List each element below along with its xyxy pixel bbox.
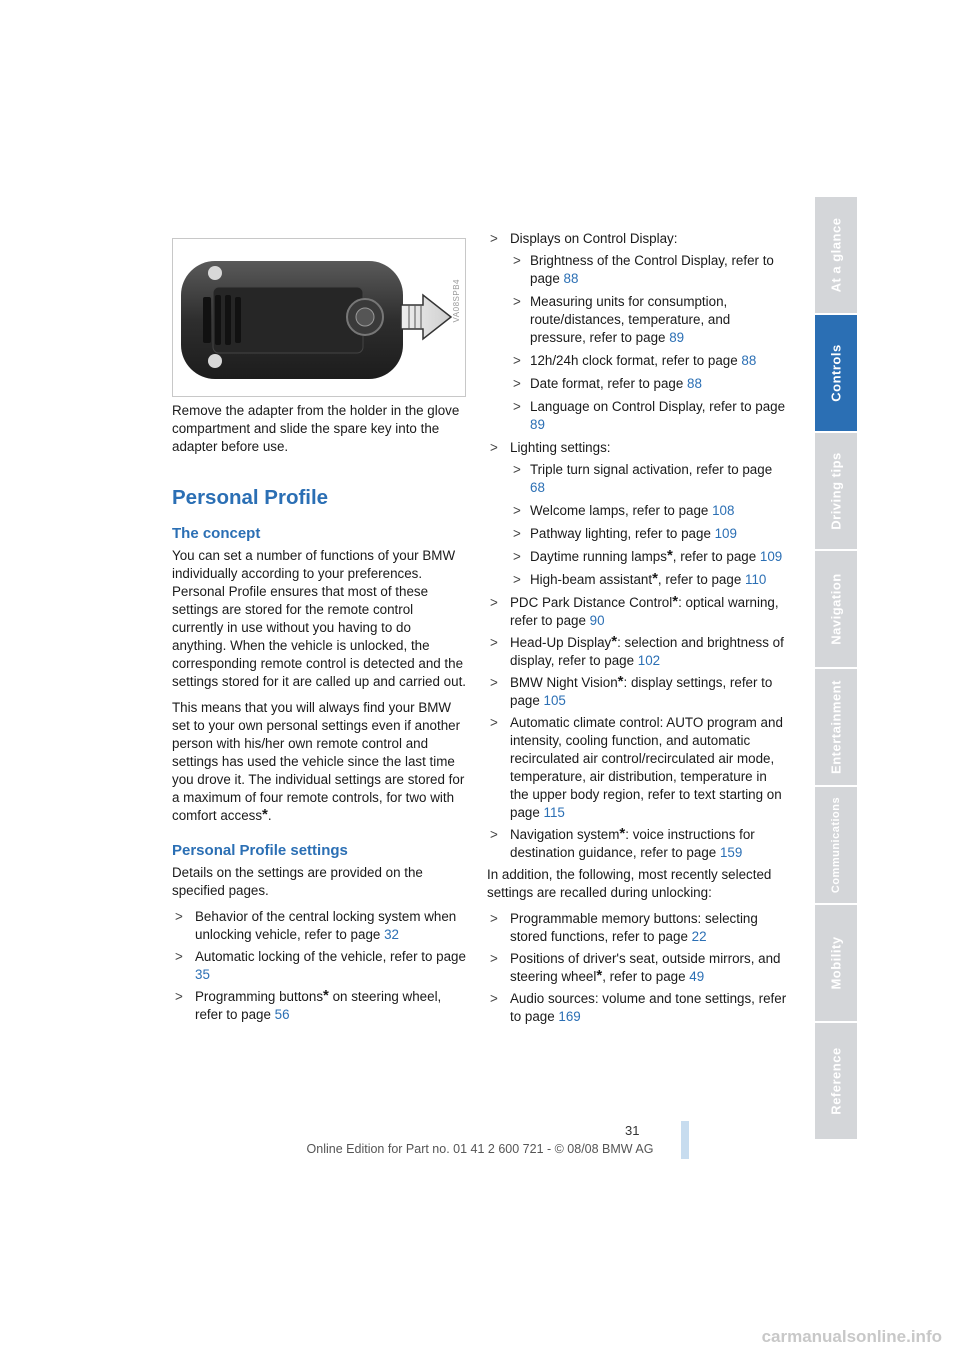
list-item: > 12h/24h clock format, refer to page 88 xyxy=(510,352,787,370)
list-item: > Language on Control Display, refer to page 89 xyxy=(510,398,787,434)
key-adapter-illustration xyxy=(173,239,465,396)
page-link[interactable]: 88 xyxy=(687,376,702,391)
left-column xyxy=(172,402,468,1028)
addition-paragraph: In addition, the following, most recently selected settings are recalled during unlocking: xyxy=(487,867,772,900)
concept-paragraph-2-text: This means that you will always find your BMW set to your own personal settings even if another person with his/her own remote control and settings has used the vehicle since the last time you drove it. The individual settings are stored for a maximum of four remote controls, for two with comfort access xyxy=(172,700,465,823)
page-link[interactable]: 109 xyxy=(759,549,783,564)
list-item: > Programming buttons* on steering wheel, refer to page 56 xyxy=(172,988,468,1024)
settings-list xyxy=(172,908,468,1024)
list-item: > Navigation system*: voice instructions for destination guidance, refer to page 159 xyxy=(487,826,787,862)
page-link[interactable]: 49 xyxy=(689,969,705,984)
optional-equipment-star: * xyxy=(323,987,329,1004)
settings-heading: Personal Profile settings xyxy=(172,842,348,859)
page-link[interactable]: 102 xyxy=(637,653,661,668)
list-item: > Welcome lamps, refer to page 108 xyxy=(510,502,787,520)
page-link[interactable]: 115 xyxy=(543,805,565,820)
remote-button-top xyxy=(208,266,222,280)
page-link[interactable]: 109 xyxy=(714,526,737,541)
list-item-lighting: > Lighting settings: > Triple turn signal activation, refer to page 68 > Welcome lamps, refer to page 108 > Pathway lighting, refer to page 109 > Daytime running lamps*, refer to page 109 > High-beam assistant*, refer to page 110 xyxy=(487,439,787,589)
list-item: > Triple turn signal activation, refer to page 68 xyxy=(510,461,787,497)
watermark: carmanualsonline.info xyxy=(761,1327,942,1346)
list-item: > Automatic climate control: AUTO program and intensity, cooling function, and automatic recirculated air control/recirculated air mode, temperature, air distribution, temperature in the upper body region, refer to text starting on page 115 xyxy=(487,714,787,822)
concept-paragraph-2 xyxy=(172,699,468,825)
optional-equipment-star: * xyxy=(666,547,673,564)
list-item: > Programmable memory buttons: selecting stored functions, refer to page 22 xyxy=(487,910,787,946)
page-link[interactable]: 159 xyxy=(719,845,743,860)
adapter-key xyxy=(356,308,374,326)
page-link[interactable]: 56 xyxy=(274,1007,290,1022)
recall-list xyxy=(487,910,787,1026)
page-link[interactable]: 90 xyxy=(589,613,605,628)
page-link[interactable]: 22 xyxy=(691,929,707,944)
footer-text: Online Edition for Part no. 01 41 2 600 721 - © 08/08 BMW AG xyxy=(306,1142,654,1156)
page-link[interactable]: 35 xyxy=(195,967,210,982)
page-link[interactable]: 89 xyxy=(530,417,545,432)
optional-equipment-star: * xyxy=(596,967,603,984)
list-item-displays: > Displays on Control Display: > Brightness of the Control Display, refer to page 88 > Measuring units for consumption, route/distances, temperature, and pressure, refer to page 89 > 12h/24h clock format, refer to page 88 > Date format, refer to page 88 > Language on Control Display, refer to page 89 xyxy=(487,230,787,434)
optional-equipment-star: * xyxy=(611,633,618,650)
list-item: > Measuring units for consumption, route/distances, temperature, and pressure, refer to page 89 xyxy=(510,293,787,347)
settings-list-continued xyxy=(487,230,787,862)
chapter-tabs xyxy=(815,197,857,1141)
remote-button-bottom xyxy=(208,354,222,368)
concept-heading: The concept xyxy=(172,525,261,542)
tab-entertainment[interactable]: Entertainment xyxy=(815,669,857,787)
list-item: > Date format, refer to page 88 xyxy=(510,375,787,393)
tab-driving-tips[interactable]: Driving tips xyxy=(815,433,857,551)
tab-navigation[interactable]: Navigation xyxy=(815,551,857,669)
list-item: > Automatic locking of the vehicle, refer to page 35 xyxy=(172,948,468,984)
page-link[interactable]: 105 xyxy=(543,693,566,708)
figure-code: VA08SPB4 xyxy=(452,279,461,323)
page-number: 31 xyxy=(625,1123,640,1138)
intro-text: Remove the adapter from the holder in the glove compartment and slide the spare key into the adapter before use. xyxy=(172,403,460,454)
list-item: > Audio sources: volume and tone settings, refer to page 169 xyxy=(487,990,787,1026)
list-item: > Behavior of the central locking system when unlocking vehicle, refer to page 32 xyxy=(172,908,468,944)
lighting-sublist xyxy=(510,461,787,589)
concept-paragraph-2-end: . xyxy=(267,808,272,823)
list-item: > High-beam assistant*, refer to page 110 xyxy=(510,571,787,589)
page-link[interactable]: 68 xyxy=(530,480,545,495)
list-item: > BMW Night Vision*: display settings, refer to page 105 xyxy=(487,674,787,710)
right-column xyxy=(487,230,787,1030)
section-title: Personal Profile xyxy=(172,486,329,509)
list-item: > Pathway lighting, refer to page 109 xyxy=(510,525,787,543)
tab-reference[interactable]: Reference xyxy=(815,1023,857,1141)
settings-intro: Details on the settings are provided on the specified pages. xyxy=(172,865,423,898)
optional-equipment-star: * xyxy=(672,593,679,610)
tab-mobility[interactable]: Mobility xyxy=(815,905,857,1023)
list-item: > Head-Up Display*: selection and brightness of display, refer to page 102 xyxy=(487,634,787,670)
page-link[interactable]: 32 xyxy=(384,927,399,942)
optional-equipment-star: * xyxy=(652,570,658,587)
tab-controls[interactable]: Controls xyxy=(815,315,857,433)
list-item: > Positions of driver's seat, outside mirrors, and steering wheel*, refer to page 49 xyxy=(487,950,787,986)
page-link[interactable]: 89 xyxy=(669,330,685,345)
tab-at-a-glance[interactable]: At a glance xyxy=(815,197,857,315)
page-link[interactable]: 110 xyxy=(745,572,767,587)
optional-equipment-star: * xyxy=(617,673,624,690)
list-item: > Brightness of the Control Display, refer to page 88 xyxy=(510,252,787,288)
page-link[interactable]: 88 xyxy=(741,353,757,368)
optional-equipment-star: * xyxy=(619,825,626,842)
page-link[interactable]: 169 xyxy=(558,1009,581,1024)
tab-communications[interactable]: Communications xyxy=(815,787,857,905)
concept-paragraph-1: You can set a number of functions of your BMW individually according to your preferences. Personal Profile ensures that most of these settings are stored for the remote control currently in use without you having to do anything. When the vehicle is unlocked, the corresponding remote control is detected and the settings stored for it are called up and carried out. xyxy=(172,548,467,689)
list-item: > PDC Park Distance Control*: optical warning, refer to page 90 xyxy=(487,594,787,630)
list-item: > Daytime running lamps*, refer to page 109 xyxy=(510,548,787,566)
page-link[interactable]: 108 xyxy=(712,503,735,518)
display-sublist xyxy=(510,252,787,434)
page-link[interactable]: 88 xyxy=(563,271,579,286)
key-adapter-figure xyxy=(172,238,466,397)
optional-equipment-star: * xyxy=(262,806,268,823)
